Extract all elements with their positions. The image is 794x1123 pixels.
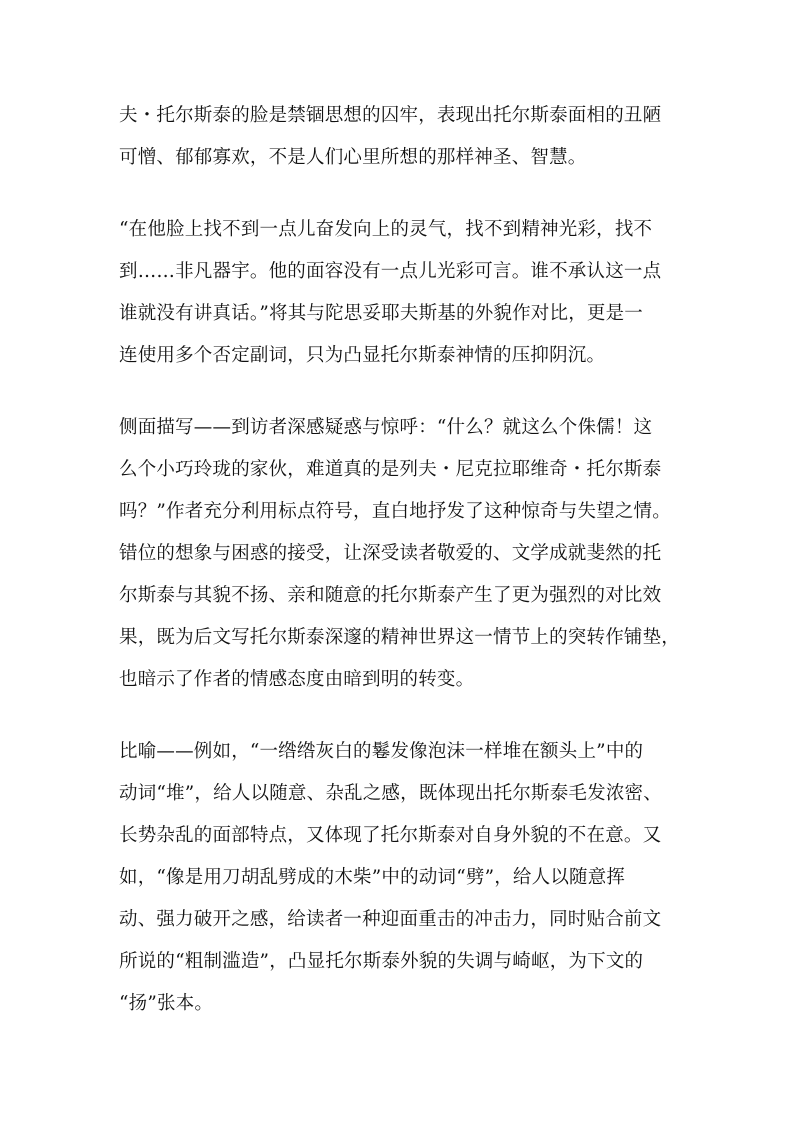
text-line: 动、强力破开之感，给读者一种迎面重击的冲击力，同时贴合前文 xyxy=(119,909,662,930)
text-line: 到……非凡器宇。他的面容没有一点儿光彩可言。谁不承认这一点 xyxy=(119,261,662,282)
paragraph-1 xyxy=(119,95,679,179)
text-line: 尔斯泰与其貌不扬、亲和随意的托尔斯泰产生了更为强烈的对比效 xyxy=(119,585,662,606)
paragraph-2 xyxy=(119,209,679,377)
text-line: 可憎、郁郁寡欢，不是人们心里所想的那样神圣、智慧。 xyxy=(119,147,587,168)
text-line: 夫・托尔斯泰的脸是禁锢思想的囚牢，表现出托尔斯泰面相的丑陋 xyxy=(119,105,662,126)
text-line: 如，“像是用刀胡乱劈成的木柴”中的动词“劈”，给人以随意挥 xyxy=(119,867,626,888)
text-line: 也暗示了作者的情感态度由暗到明的转变。 xyxy=(119,669,475,690)
text-line: 比喻——例如，“一绺绺灰白的鬈发像泡沫一样堆在额头上”中的 xyxy=(119,741,644,762)
text-line: 谁就没有讲真话。”将其与陀思妥耶夫斯基的外貌作对比，更是一 xyxy=(119,303,644,324)
document-body xyxy=(119,95,679,1055)
text-line: 错位的想象与困惑的接受，让深受读者敬爱的、文学成就斐然的托 xyxy=(119,543,662,564)
text-line: “扬”张本。 xyxy=(119,993,214,1014)
text-line: 吗？”作者充分利用标点符号，直白地抒发了这种惊奇与失望之情。 xyxy=(119,501,671,522)
text-line: 连使用多个否定副词，只为凸显托尔斯泰神情的压抑阴沉。 xyxy=(119,345,606,366)
text-line: 果，既为后文写托尔斯泰深邃的精神世界这一情节上的突转作铺垫， xyxy=(119,627,681,648)
paragraph-3 xyxy=(119,407,679,701)
text-line: 长势杂乱的面部特点，又体现了托尔斯泰对自身外貌的不在意。又 xyxy=(119,825,662,846)
text-line: 侧面描写——到访者深感疑惑与惊呼：“什么？就这么个侏儒！这 xyxy=(119,417,653,438)
text-line: 动词“堆”，给人以随意、杂乱之感，既体现出托尔斯泰毛发浓密、 xyxy=(119,783,662,804)
paragraph-4 xyxy=(119,731,679,1025)
text-line: “在他脸上找不到一点儿奋发向上的灵气，找不到精神光彩，找不 xyxy=(119,219,653,240)
text-line: 么个小巧玲珑的家伙，难道真的是列夫・尼克拉耶维奇・托尔斯泰 xyxy=(119,459,662,480)
text-line: 所说的“粗制滥造”，凸显托尔斯泰外貌的失调与崎岖，为下文的 xyxy=(119,951,644,972)
